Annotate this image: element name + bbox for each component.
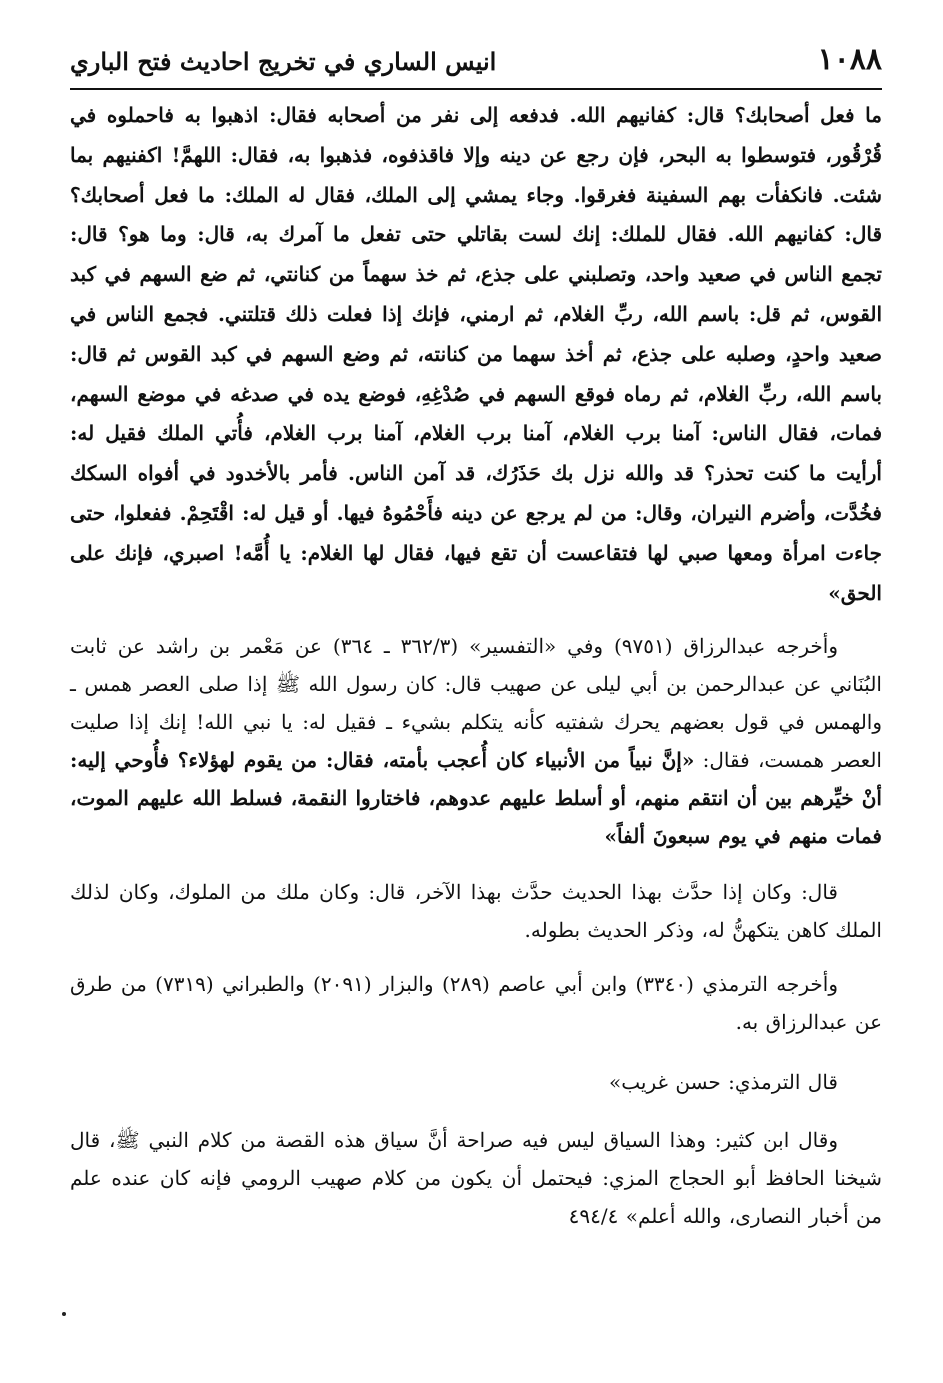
page-number: ١٠٨٨ [817,42,882,77]
running-title: انيس الساري في تخريج احاديث فتح الباري [70,47,497,76]
document-page [70,34,882,1354]
hadith-continuation-paragraph: ما فعل أصحابك؟ قال: كفانيهم الله. فدفعه إلى نفر من أصحابه فقال: اذهبوا به فاحملوه في قُرْقُور، فتوسطوا به البحر، فإن رجع عن دينه وإلا فاقذفوه، فذهبوا به، فقال: اللهمَّ! اكفنيهم بما شئت. فانكفأت بهم السفينة فغرقوا. وجاء يمشي إلى الملك، فقال له الملك: ما فعل أصحابك؟ قال: كفانيهم الله. فقال للملك: إنك لست بقاتلي حتى تفعل ما آمرك به، قال: وما هو؟ قال: تجمع الناس في صعيد واحد، وتصلبني على جذع، ثم خذ سهماً من كنانتي، ثم ضع السهم في كبد القوس، ثم قل: باسم الله، ربِّ الغلام، ثم ارمني، فإنك إذا فعلت ذلك قتلتني. فجمع الناس في صعيد واحدٍ، وصلبه على جذع، ثم أخذ سهما من كنانته، ثم وضع السهم في كبد القوس ثم قال: باسم الله، ربِّ الغلام، ثم رماه فوقع السهم في صُدْغِهِ، فوضع يده في صدغه في موضع السهم، فمات، فقال الناس: آمنا برب الغلام، آمنا برب الغلام، آمنا برب الغلام، فأُتي الملك فقيل له: أرأيت ما كنت تحذر؟ قد والله نزل بك حَذَرُك، قد آمن الناس. فأمر بالأخدود في أفواه السكك فخُدَّت، وأضرم النيران، وقال: من لم يرجع عن دينه فأَحْمُوهُ فيها. أو قيل له: اقْتَحِمْ. ففعلوا، حتى جاءت امرأة ومعها صبي لها فتقاعست أن تقع فيها، فقال لها الغلام: يا أُمَّه! اصبري، فإنك على الحق» [70,103,883,605]
page-header [70,34,882,90]
takhrij-abdulrazzaq-text: وأخرجه عبدالرزاق (٩٧٥١) وفي «التفسير» (٣٦٢/٣ ـ ٣٦٤) عن مَعْمر بن راشد عن ثابت البُنَاني عن عبدالرحمن بن أبي ليلى عن صهيب قال: كان رسول الله ﷺ إذا صلى العصر همس ـ والهمس في قول بعضهم يحرك شفتيه كأنه يتكلم بشيء ـ فقيل له: يا نبي الله! إنك إذا صليت العصر همست، فقال: [70,634,883,773]
takhrij-abdulrazzaq-paragraph [70,627,882,855]
takhrij-abdulrazzaq-quote: «إنَّ نبياً من الأنبياء كان أُعجب بأمته، فقال: من يقوم لهؤلاء؟ فأُوحي إليه: أنْ خيِّرهم بين أن انتقم منهم، أو أسلط عليهم عدوهم، فاختاروا النقمة، فسلط الله عليهم الموت، فمات منهم في يوم سبعونَ ألفاً» [70,748,882,849]
ibn-kathir-paragraph: وقال ابن كثير: وهذا السياق ليس فيه صراحة أنَّ سياق هذه القصة من كلام النبي ﷺ، قال شيخنا الحافظ أبو الحجاج المزي: فيحتمل أن يكون من كلام صهيب الرومي فإنه كان عنده علم من أخبار النصارى، والله أعلم» ٤٩٤/٤ [70,1128,882,1229]
narration-note-paragraph: قال: وكان إذا حدَّث بهذا الحديث حدَّث بهذا الآخر، قال: وكان ملك من الملوك، وكان لذلك الملك كاهن يتكهنُّ له، وذكر الحديث بطوله. [70,880,882,943]
page-content [70,96,882,1235]
tirmidhi-grade-paragraph: قال الترمذي: حسن غريب» [609,1070,838,1095]
takhrij-others-paragraph: وأخرجه الترمذي (٣٣٤٠) وابن أبي عاصم (٢٨٩) والبزار (٢٠٩١) والطبراني (٧٣١٩) من طرق عن عبدالرزاق به. [70,972,882,1035]
page-dot-mark [62,1312,66,1316]
